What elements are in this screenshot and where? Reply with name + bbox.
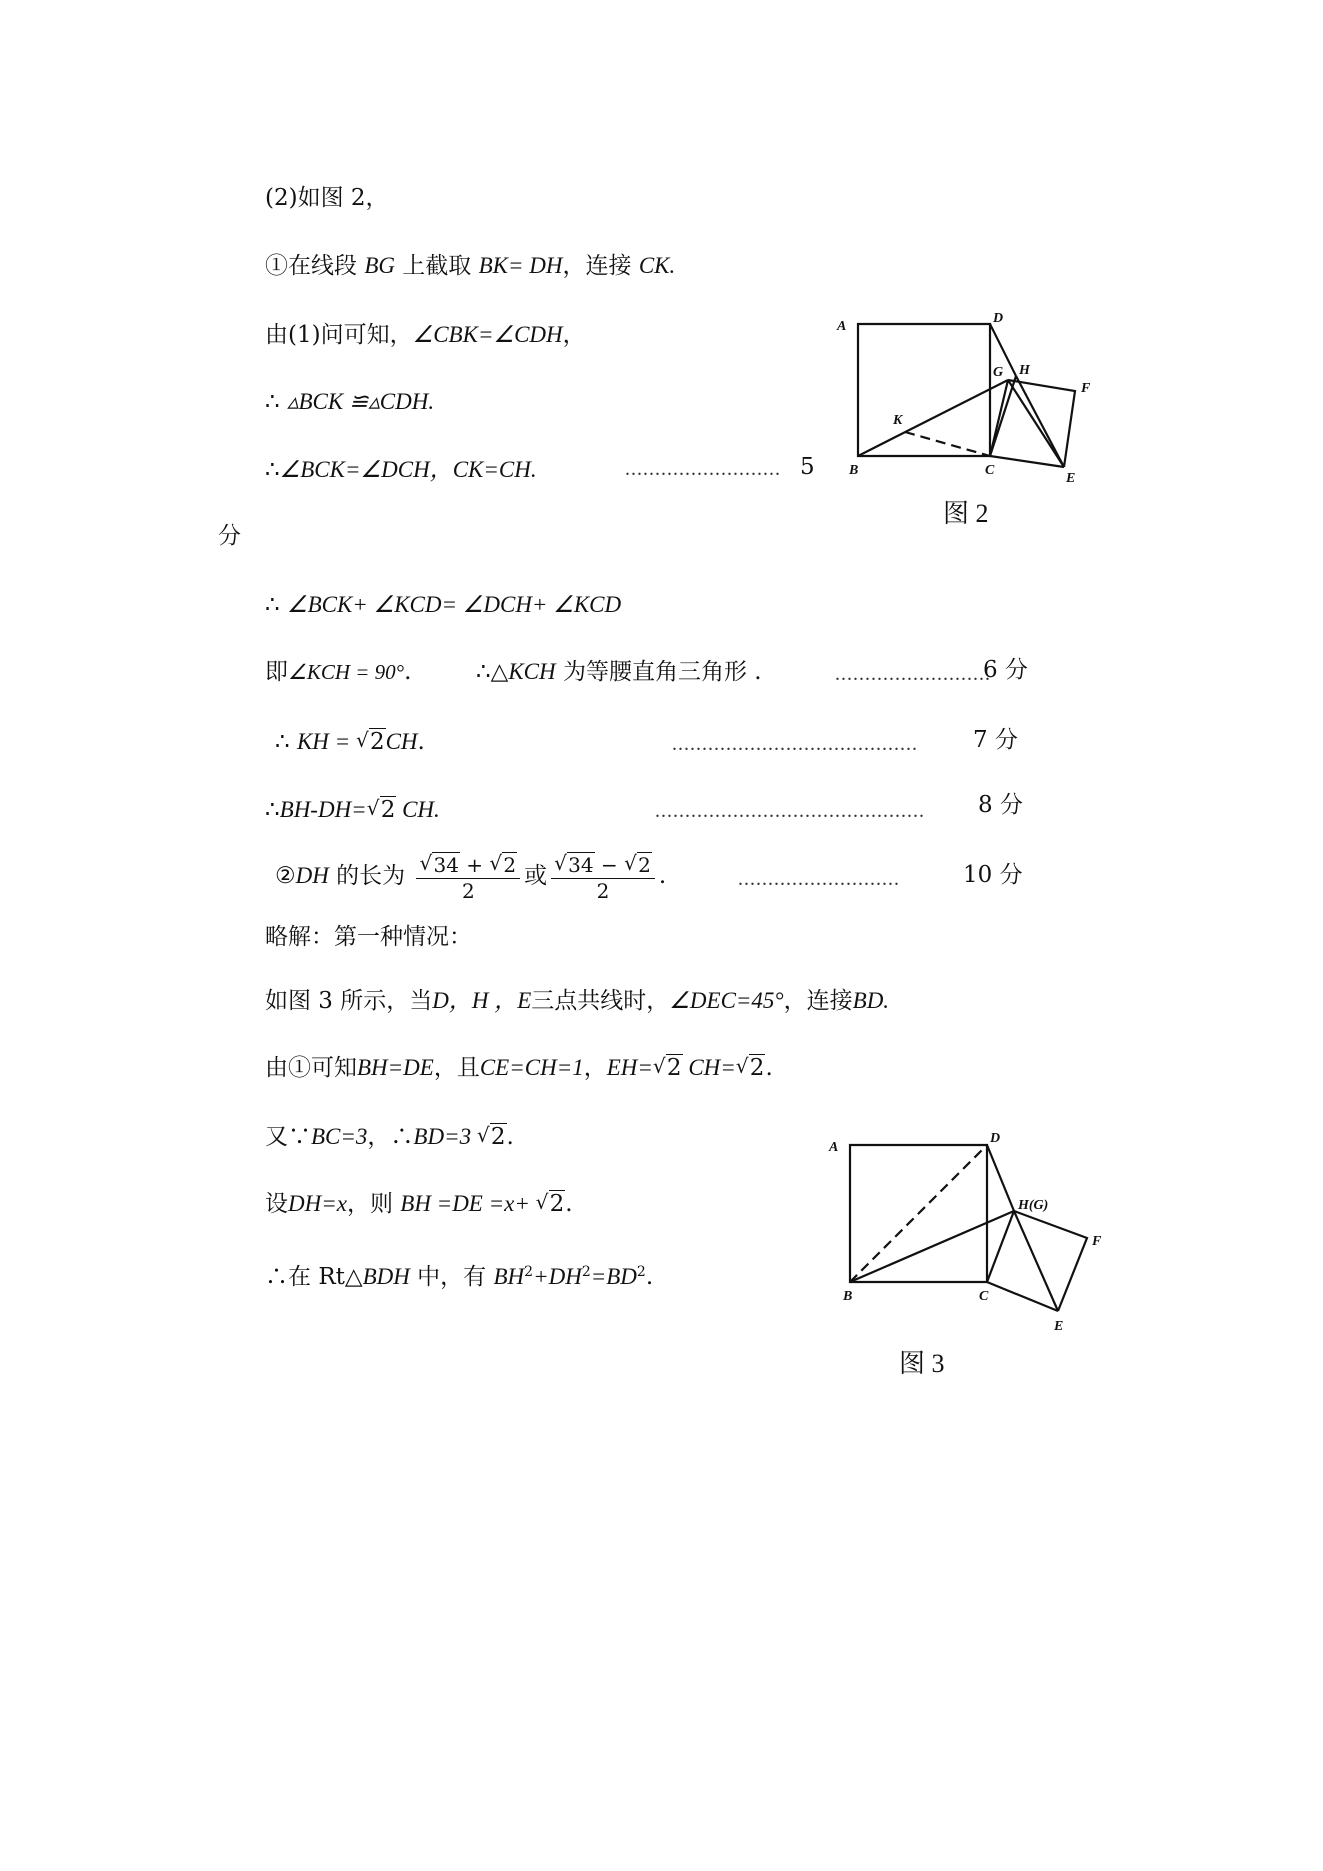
- segment-he: [1016, 376, 1064, 467]
- segment-dh: [987, 1145, 1014, 1211]
- score-5: 5: [800, 454, 815, 480]
- line-construct-bk: ①在线段 BG 上截取 BK= DH，连接 CK.: [265, 253, 676, 279]
- line-collinear-case: 如图 3 所示，当D，H ，E三点共线时，∠DEC=45°，连接BD.: [265, 988, 890, 1014]
- segment-bg: [858, 380, 1008, 456]
- dot-leader-8: .............................................: [655, 800, 925, 822]
- line-figure2-intro: (2)如图 2，: [265, 185, 389, 211]
- segment-ce: [990, 456, 1064, 467]
- line-bd-value: 又∵BC=3，∴BD=3 √ 2.: [265, 1122, 514, 1152]
- line-brief-solution: 略解：第一种情况：: [265, 924, 472, 950]
- fraction-minus: √ $\frac{34 - √ 2}{2}$: [551, 852, 655, 903]
- label-h: H: [1019, 363, 1030, 378]
- label-c: C: [979, 1289, 989, 1304]
- score-7: 7 分: [973, 727, 1018, 753]
- score-10: 10 分: [963, 862, 1023, 888]
- score-6: 6 分: [983, 657, 1028, 683]
- figure-3-caption: 图 3: [899, 1349, 945, 1378]
- label-e: E: [1054, 1319, 1064, 1334]
- line-angle-sum: ∴ ∠BCK+ ∠KCD= ∠DCH+ ∠KCD: [265, 592, 622, 618]
- square-abcd: [858, 324, 990, 456]
- dot-leader-6: ..........................: [835, 663, 991, 685]
- label-g: G: [993, 365, 1004, 380]
- figure-2-caption: 图 2: [943, 499, 989, 528]
- line-bh-de: 由①可知BH=DE，且CE=CH=1，EH=√ 2 CH=√ 2.: [265, 1053, 773, 1083]
- line-dh-length: ②DH 的长为 √ $\frac{34 + √ 2}{2}$ 或 √ $\frac{34 - √ 2}{2}$ .: [275, 848, 666, 904]
- label-a: A: [829, 1140, 839, 1155]
- label-e: E: [1066, 471, 1076, 486]
- label-f: F: [1081, 381, 1091, 396]
- figure-3: [825, 1120, 1115, 1340]
- label-c: C: [985, 463, 995, 478]
- label-d: D: [993, 311, 1004, 326]
- segment-bh: [850, 1211, 1014, 1282]
- label-d: D: [990, 1131, 1001, 1146]
- segment-ck-dashed: [905, 432, 990, 456]
- dot-leader-10: ...........................: [738, 868, 900, 890]
- line-bh-minus-dh: ∴BH-DH=√ 2 CH.: [265, 795, 440, 825]
- figure-2: [830, 305, 1110, 495]
- line-kch-right: 即∠KCH = 90°. ∴△KCH 为等腰直角三角形 .: [265, 659, 762, 685]
- line-bck-dch: ∴∠BCK=∠DCH，CK=CH.: [265, 457, 537, 483]
- line-pythagoras: ∴在 Rt△BDH 中，有 $BH^2+DH^2=BD^2$.: [265, 1264, 654, 1290]
- label-k: K: [893, 413, 903, 428]
- dot-leader-7: .........................................: [672, 733, 918, 755]
- label-a: A: [837, 319, 847, 334]
- label-hg: H(G): [1018, 1198, 1049, 1213]
- segment-bd-dashed: [850, 1145, 987, 1282]
- line-angle-equal: 由(1)问可知，∠CBK=∠CDH，: [265, 322, 586, 348]
- label-b: B: [843, 1289, 853, 1304]
- dot-leader-5: ..........................: [625, 458, 781, 480]
- line-let-dh: 设DH=x，则 BH =DE =x+ √ 2.: [265, 1189, 573, 1219]
- score-5-unit: 分: [218, 523, 241, 549]
- score-8: 8 分: [978, 792, 1023, 818]
- line-kh-equals: ∴ KH = √ 2CH.: [275, 727, 425, 757]
- segment-ge: [1008, 380, 1064, 467]
- label-f: F: [1092, 1234, 1102, 1249]
- line-congruent: ∴ ▵BCK ≌▵CDH.: [265, 389, 435, 415]
- label-b: B: [849, 463, 859, 478]
- segment-cg: [990, 380, 1008, 456]
- fraction-plus: √ $\frac{34 + √ 2}{2}$: [416, 852, 520, 903]
